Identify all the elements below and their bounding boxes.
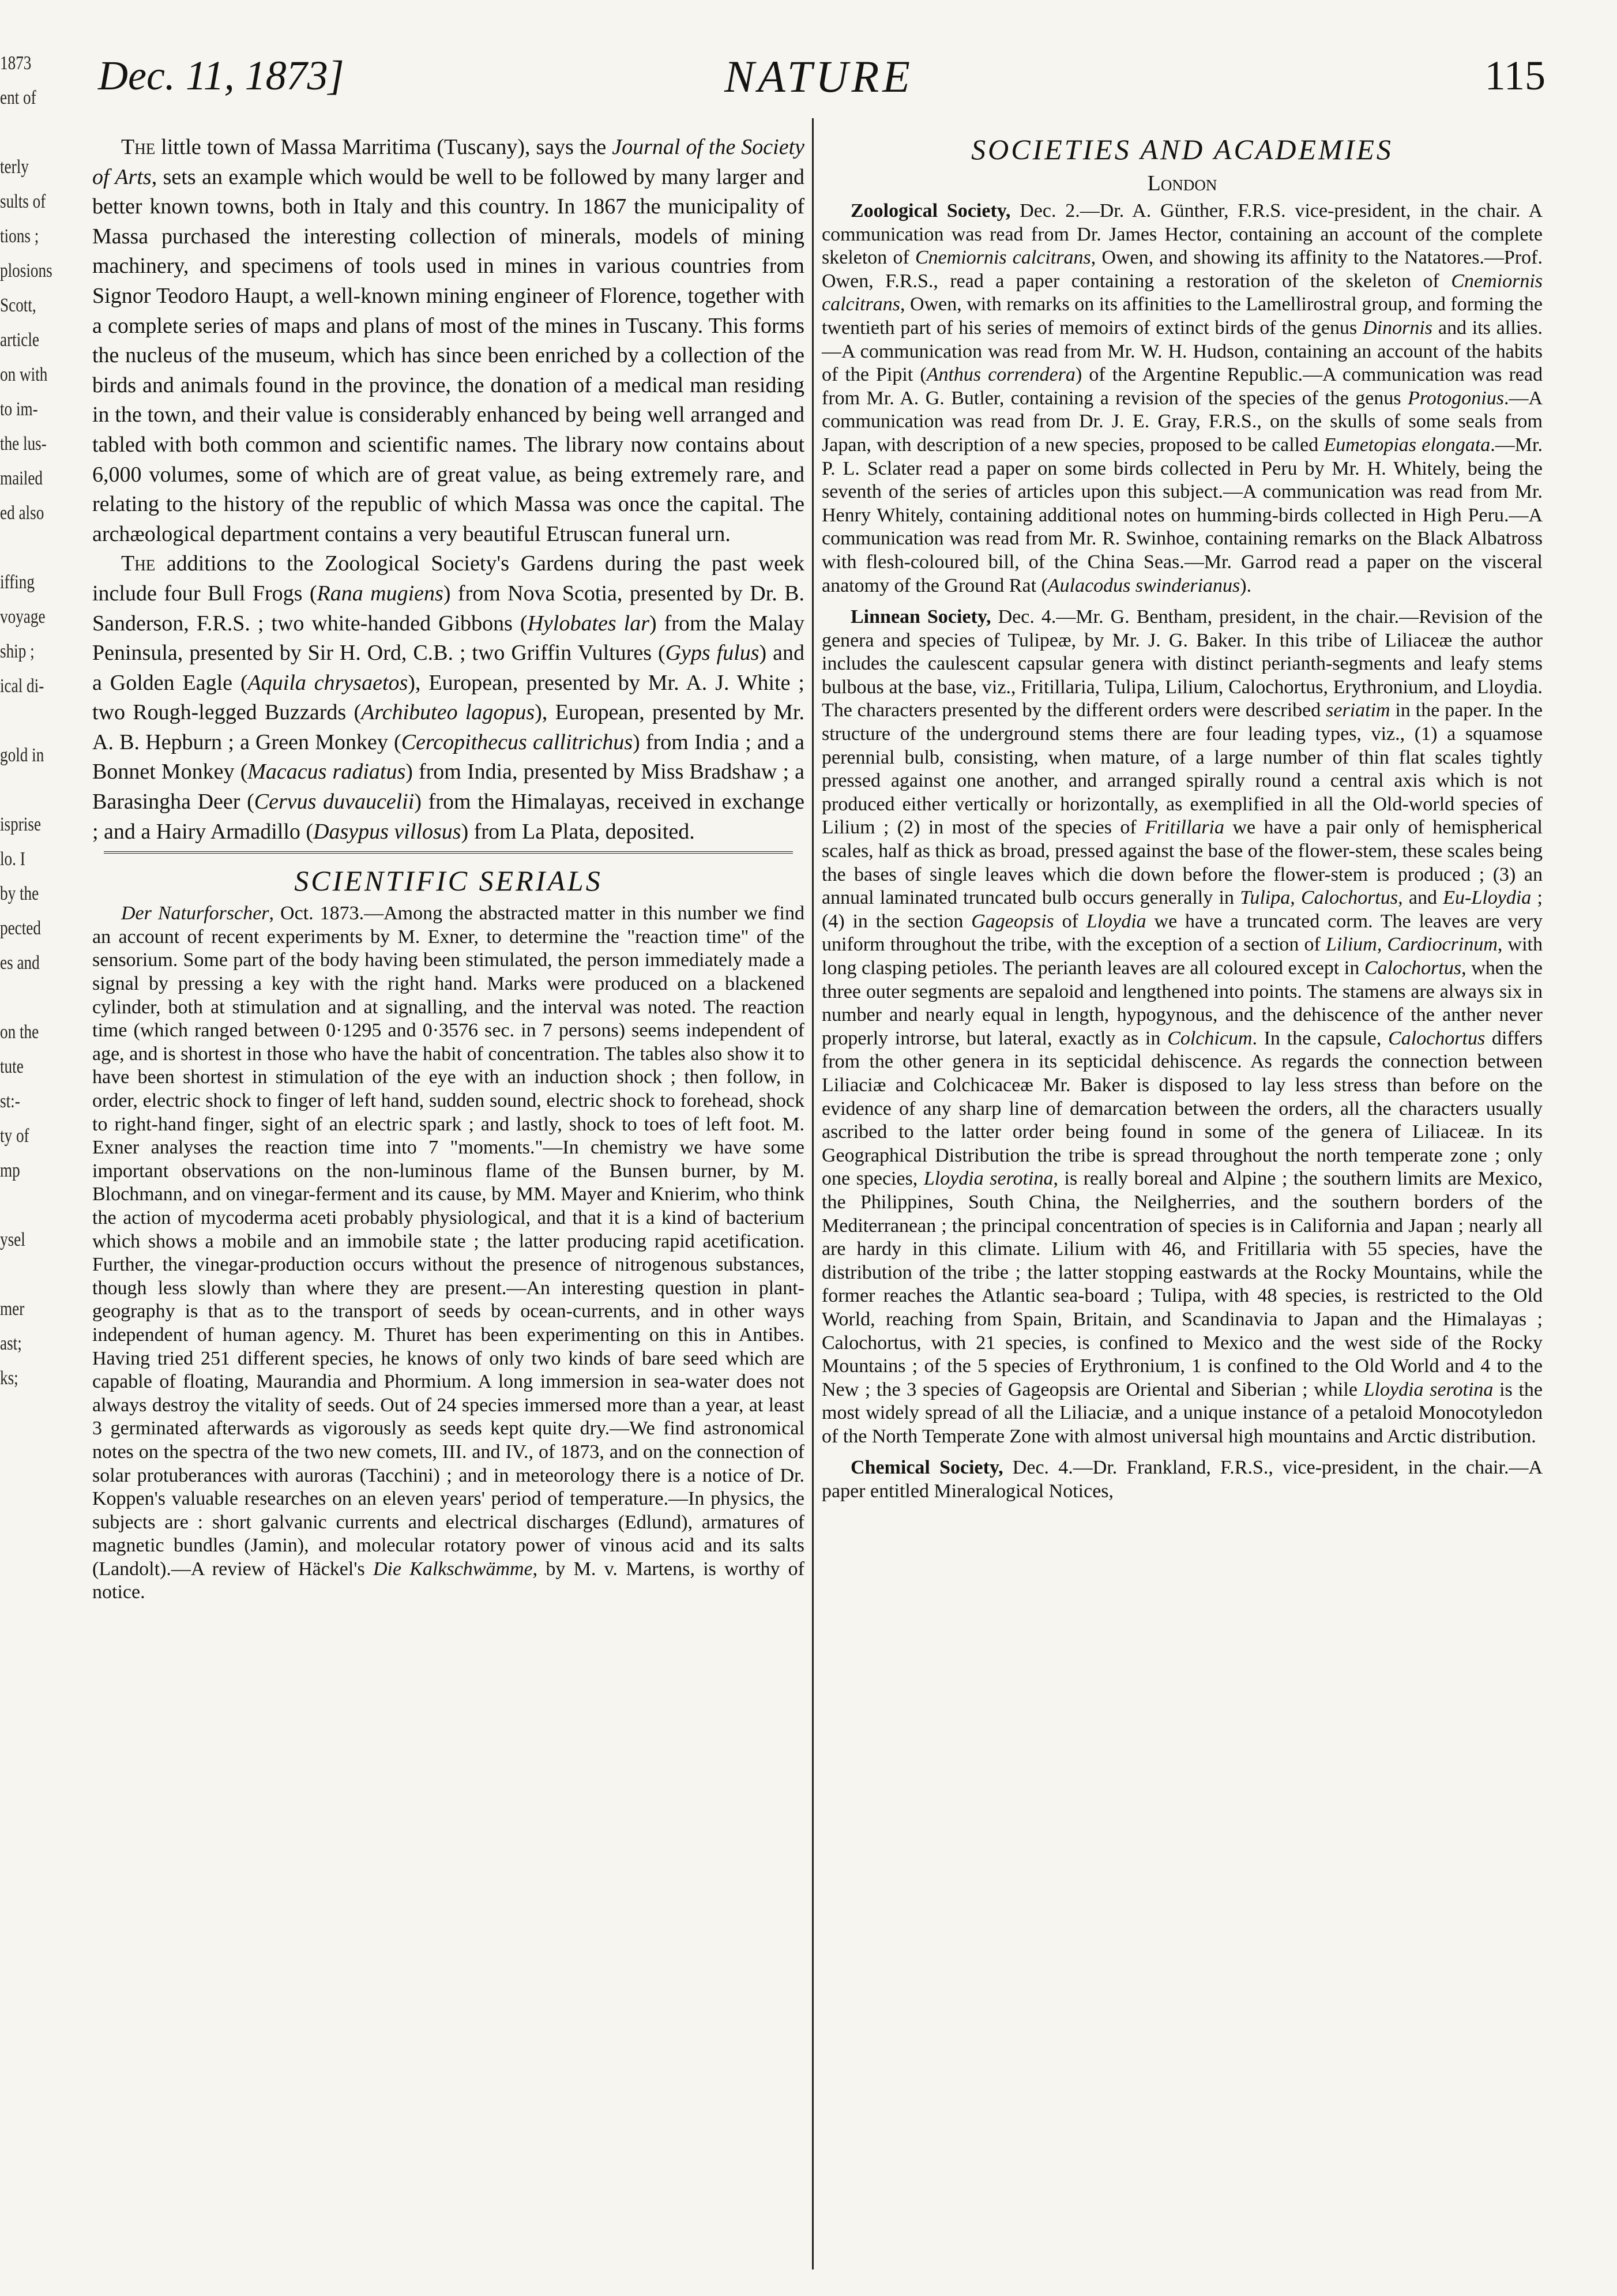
- bleed-fragment: tute: [0, 1056, 24, 1077]
- bleed-fragment: [0, 2088, 55, 2122]
- bleed-fragment: [0, 1811, 55, 1846]
- bleed-fragment: [0, 1603, 55, 1638]
- bleed-fragment: the lus-: [0, 433, 47, 454]
- bleed-fragment: [0, 115, 55, 150]
- bleed-fragment: [0, 1776, 55, 1811]
- bleed-fragment: [0, 1257, 55, 1292]
- bleed-fragment: isprise: [0, 814, 42, 835]
- bleed-fragment: [0, 1500, 55, 1534]
- bleed-fragment: mer: [0, 1298, 25, 1320]
- page-number: 115: [1484, 52, 1545, 99]
- bleed-fragment: ent of: [0, 87, 36, 108]
- bleed-fragment: [0, 1188, 55, 1223]
- bleed-fragment: ysel: [0, 1229, 25, 1250]
- bleed-fragment: ast;: [0, 1333, 22, 1354]
- bleed-fragment: [0, 1430, 55, 1465]
- bleed-fragment: [0, 1569, 55, 1603]
- bleed-fragment: mp: [0, 1160, 20, 1181]
- bleed-fragment: [0, 980, 55, 1015]
- bleed-fragment: Scott,: [0, 295, 36, 316]
- column-divider: [812, 118, 814, 2269]
- bleed-fragment: ical di-: [0, 675, 44, 697]
- bleed-fragment: by the: [0, 883, 39, 904]
- bleed-fragment: [0, 1396, 55, 1430]
- bleed-fragment: [0, 2122, 55, 2157]
- bleed-fragment: [0, 1949, 55, 1984]
- bleed-fragment: mailed: [0, 468, 43, 489]
- bleed-fragment: article: [0, 329, 39, 351]
- left-column: [92, 133, 804, 1604]
- bleed-fragment: [0, 2019, 55, 2053]
- bleed-fragment: [0, 1846, 55, 1880]
- issue-date: Dec. 11, 1873]: [98, 52, 344, 99]
- bleed-fragment: iffing: [0, 572, 35, 593]
- bleed-fragment: [0, 1465, 55, 1500]
- bleed-fragment: gold in: [0, 745, 44, 766]
- bleed-fragment: [0, 2157, 55, 2192]
- bleed-fragment: ty of: [0, 1125, 29, 1147]
- chemical-society-paragraph: Chemical Society, Dec. 4.—Dr. Frankland, F.R.S., vice-president, in the chair.—A paper entitled Mineralogical Notices,: [822, 1457, 1543, 1502]
- bleed-fragment: [0, 773, 55, 807]
- bleed-fragment: ks;: [0, 1367, 18, 1389]
- massa-museum-paragraph: The little town of Massa Marritima (Tuscany), says the Journal of the Society of Arts, sets an example which would be well to be followed by many larger and better known towns, both in Italy and this country. In 1867 the municipality of Massa purchased the interesting collection of minerals, models of mining machinery, and specimens of tools used in mines in various countries from Signor Teodoro Haupt, a well-known mining engineer of Florence, together with a complete series of maps and plans of most of the mines in Tuscany. This forms the nucleus of the museum, which has since been enriched by a collection of the birds and animals found in the province, the donation of a medical man residing in the town, and their value is considerably enhanced by being well arranged and tabled with both common and scientific names. The library now contains about 6,000 volumes, some of which are of great value, as being extremely rare, and relating to the history of the republic of which Massa was once the capital. The archæological department contains a very beautiful Etruscan funeral urn.: [92, 135, 805, 546]
- bleed-fragment: terly: [0, 156, 29, 178]
- bleed-fragment: [0, 2053, 55, 2088]
- bleed-fragment: on the: [0, 1021, 39, 1043]
- scientific-serials-heading: SCIENTIFIC SERIALS: [294, 865, 603, 897]
- bleed-fragment: es and: [0, 952, 40, 974]
- journal-title: NATURE: [724, 51, 913, 102]
- bleed-fragment: [0, 1534, 55, 1569]
- zoological-society-paragraph: Zoological Society, Dec. 2.—Dr. A. Günther, F.R.S. vice-president, in the chair. A communication was read from Dr. James Hector, containing an account of the complete skeleton of Cnemiornis calcitrans, Owen, and showing its affinity to the Natatores.—Prof. Owen, F.R.S., read a paper containing a restoration of the skeleton of Cnemiornis calcitrans, Owen, with remarks on its affinities to the Lamellirostral group, and forming the twentieth part of his series of memoirs of extinct birds of the genus Dinornis and its allies.—A communication was read from Mr. W. H. Hudson, containing an account of the habits of the Pipit (Anthus correndera) of the Argentine Republic.—A communication was read from Mr. A. G. Butler, containing a revision of the species of the genus Protogonius.—A communication was read from Dr. J. E. Gray, F.R.S., on the skulls of some seals from Japan, with description of a new species, proposed to be called Eumetopias elongata.—Mr. P. L. Sclater read a paper on some birds collected in Peru by Mr. H. Whitely, being the seventh of the series of articles upon this subject.—A communication was read from Mr. Henry Whitely, containing additional notes on humming-birds collected in High Peru.—A communication was read from Mr. R. Swinhoe, containing remarks on the Black Albatross with flesh-coloured bill, of the China Seas.—Mr. Garrod read a paper on the visceral anatomy of the Ground Rat (Aulacodus swinderianus).: [822, 200, 1543, 596]
- bleed-fragment: [0, 1707, 55, 1742]
- societies-heading: SOCIETIES AND ACADEMIES: [971, 133, 1393, 166]
- page-header: [81, 46, 1557, 110]
- bleed-fragment: ship ;: [0, 641, 35, 662]
- bleed-fragment: [0, 1742, 55, 1776]
- bleed-fragment: [0, 1638, 55, 1673]
- bleed-fragment: ed also: [0, 502, 44, 524]
- zoo-additions-paragraph: The additions to the Zoological Society's Gardens during the past week include four Bull Frogs (Rana mugiens) from Nova Scotia, presented by Dr. B. Sanderson, F.R.S. ; two white-handed Gibbons (Hylobates lar) from the Malay Peninsula, presented by Sir H. Ord, C.B. ; two Griffin Vultures (Gyps fulus) and a Golden Eagle (Aquila chrysaetos), European, presented by Mr. A. J. White ; two Rough-legged Buzzards (Archibuteo lagopus), European, presented by Mr. A. B. Hepburn ; a Green Monkey (Cercopithecus callitrichus) from India ; and a Bonnet Monkey (Macacus radiatus) from India, presented by Miss Bradshaw ; a Barasingha Deer (Cervus duvaucelii) from the Himalayas, received in exchange ; and a Hairy Armadillo (Dasypus villosus) from La Plata, deposited.: [92, 551, 804, 844]
- right-column: [822, 133, 1543, 1504]
- bleed-fragment: [0, 1984, 55, 2019]
- bleed-fragment: voyage: [0, 606, 46, 627]
- bleed-fragment: [0, 1915, 55, 1949]
- bleed-fragment: on with: [0, 364, 48, 385]
- bleed-fragment: lo. I: [0, 848, 25, 870]
- facing-page-bleed: [0, 46, 69, 2284]
- london-subheading: London: [1147, 171, 1217, 196]
- bleed-fragment: plosions: [0, 260, 52, 281]
- section-rule: [104, 851, 793, 854]
- bleed-fragment: st:-: [0, 1091, 20, 1112]
- bleed-fragment: [0, 704, 55, 738]
- linnean-society-paragraph: Linnean Society, Dec. 4.—Mr. G. Bentham, president, in the chair.—Revision of the genera and species of Tulipeæ, by Mr. J. G. Baker. In this tribe of Liliaceæ the author includes the caulescent capsular genera with distinct perianth-segments and leafy stems bulbous at the base, viz., Fritillaria, Tulipa, Lilium, Calochortus, Erythronium, and Lloydia. The characters presented by the different orders were described seriatim in the paper. In the structure of the underground stems there are four leading types, viz., (1) a squamose perennial bulb, consisting, when mature, of a large number of thin flat scales tightly pressed against one another, and arranged spirally round a central axis which is not produced either vertically or horizontally, as exemplified in all the Old-world species of Lilium ; (2) in most of the species of Fritillaria we have a pair only of hemispherical scales, half as thick as broad, pressed against the base of the flower-stem, these scales being the bases of single leaves which die down before the flower-stem is produced ; (3) an annual laminated truncated bulb occurs generally in Tulipa, Calochortus, and Eu-Lloydia ; (4) in the section Gageopsis of Lloydia we have a truncated corm. The leaves are very uniform throughout the tribe, with the exception of a section of Lilium, Cardiocrinum, with long clasping petioles. The perianth leaves are all coloured except in Calochortus, when the three outer segments are sepaloid and lengthened into points. The stamens are always six in number and nearly equal in length, hypogynous, and the dehiscence of the anther never properly introrse, but lateral, exactly as in Colchicum. In the capsule, Calochortus differs from the other genera in its septicidal dehiscence. As regards the connection between Liliaciæ and Colchicaceæ Mr. Baker is disposed to lay less stress than before on the evidence of any sharp line of demarcation between the orders, all the characters usually ascribed to the latter order being found in some of the genera of Liliaceæ. In its Geographical Distribution the tribe is spread throughout the north temperate zone ; only one species, Lloydia serotina, is really boreal and Alpine ; the southern limits are Mexico, the Philippines, South China, the Neilgherries, and the southern borders of the Mediterranean ; the principal concentration of species is in California and Japan ; nearly all are hardy in this climate. Lilium with 46, and Fritillaria with 55 species, have the distribution of the tribe ; the latter stopping eastwards at the Rocky Mountains, while the former reaches the Atlantic sea-board ; Tulipa, with 48 species, is restricted to the Old World, reaching from Spain, Britain, and Scandinavia to Japan and the Himalayas ; Calochortus, with 21 species, is confined to Mexico and the west side of the Rocky Mountains ; of the 5 species of Erythronium, 1 is confined to the Old World and 4 to the New ; the 3 species of Gageopsis are Oriental and Siberian ; while Lloydia serotina is the most widely spread of all the Liliaciæ, and a unique instance of a petaloid Monocotyledon of the North Temperate Zone with almost universal high mountains and Arctic distribution.: [822, 606, 1543, 1447]
- bleed-fragment: to im-: [0, 399, 38, 420]
- bleed-fragment: [0, 1673, 55, 1707]
- bleed-fragment: [0, 531, 55, 565]
- bleed-fragment: tions ;: [0, 226, 39, 247]
- bleed-fragment: [0, 1880, 55, 1915]
- bleed-fragment: sults of: [0, 191, 46, 212]
- naturforscher-paragraph: Der Naturforscher, Oct. 1873.—Among the abstracted matter in this number we find an account of recent experiments by M. Exner, to determine the "reaction time" of the sensorium. Some part of the body having been stimulated, the person immediately made a signal by pressing a key with the right hand. Marks were produced on a blackened cylinder, both at stimulation and at signalling, and the interval was noted. The reaction time (which ranged between 0·1295 and 0·3576 sec. in 7 persons) seems independent of age, and is shortest in those who have the habit of concentration. The tables also show it to have been shortest in stimulation of the eye with an induction shock ; then follow, in order, electric shock to finger of left hand, sudden sound, electric shock to forehead, shock to right-hand finger, sight of an electric spark ; and lastly, shock to toes of left foot. M. Exner analyses the reaction time into 7 "moments."—In chemistry we have some important observations on the non-luminous flame of the Bunsen burner, by M. Blochmann, and on vinegar-ferment and its cause, by MM. Mayer and Knierim, who think the action of mycoderma aceti probably physiological, and that it is a kind of bacterium which shows a mobile and an immobile state ; the latter producing rapid acetification. Further, the vinegar-production occurs without the presence of nitrogenous substances, though less slowly than where they are present.—An interesting question in plant-geography is that as to the transport of seeds by ocean-currents, and in other ways independent of human agency. M. Thuret has been experimenting on this in Antibes. Having tried 251 different species, he knows of only two kinds of bare seed which are capable of floating, Maurandia and Phormium. A long immersion in sea-water does not always destroy the vitality of seeds. Out of 24 species immersed more than a year, at least 3 germinated afterwards as vigorously as seeds kept quite dry.—We find astronomical notes on the spectra of the two new comets, III. and IV., of 1873, and on the connection of solar protuberances with auroras (Tacchini) ; and in meteorology there is a notice of Dr. Koppen's valuable researches on an eleven years' period of temperature.—In physics, the subjects are : short galvanic currents and electrical discharges (Edlund), armatures of magnetic bundles (Jamin), and molecular rotatory power of vinous acid and its salts (Landolt).—A review of Häckel's Die Kalkschwämme, by M. v. Martens, is worthy of notice.: [92, 903, 804, 1603]
- bleed-fragment: 1873: [0, 52, 32, 74]
- bleed-fragment: pected: [0, 918, 41, 939]
